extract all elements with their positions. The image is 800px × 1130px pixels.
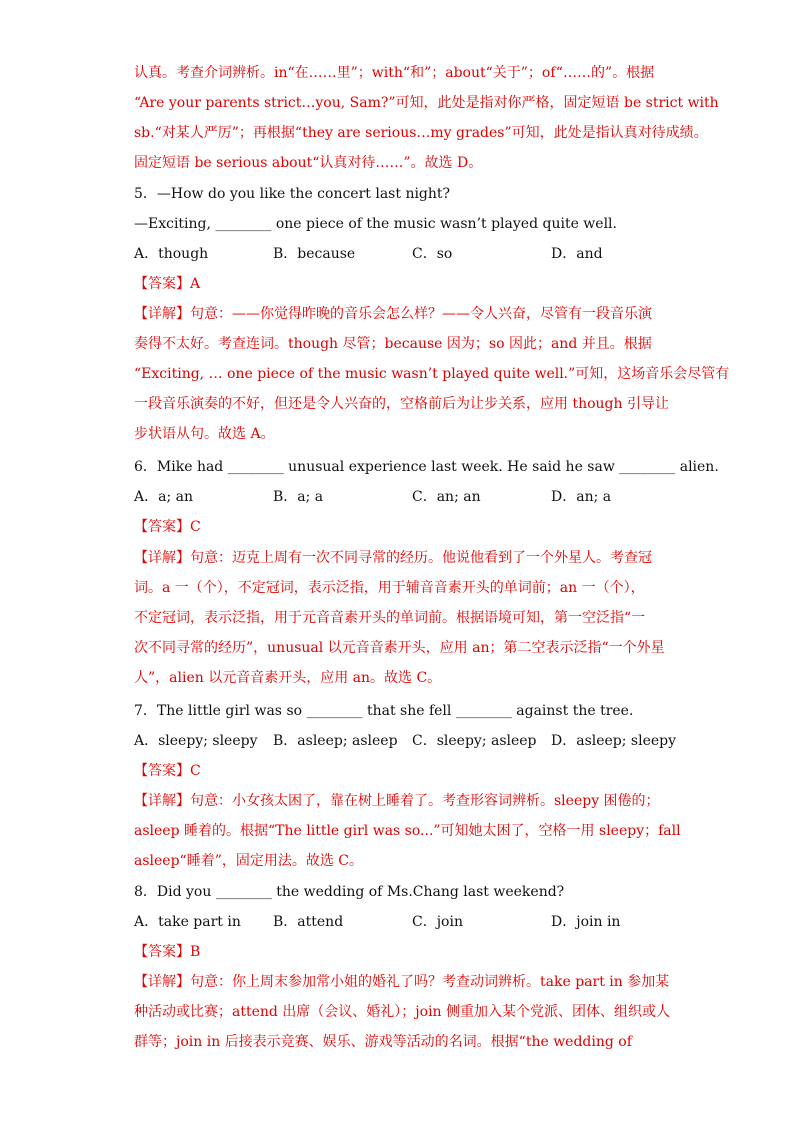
question-6-option-d: D．an; a: [551, 489, 612, 505]
question-8-explanation: 种活动或比赛；attend 出席（会议、婚礼）；join 侧重加入某个党派、团体、组织或人: [134, 1004, 671, 1020]
explanation-line: sb.“对某人严厉”；再根据“they are serious…my grades”可知，此处是指认真对待成绩。: [134, 125, 708, 141]
question-5-option-c: C．so: [412, 246, 453, 262]
question-5-option-a: A．though: [134, 246, 209, 262]
question-6-option-c: C．an; an: [412, 489, 481, 505]
question-5-explanation: 奏得不太好。考查连词。though 尽管；because 因为；so 因此；and 并且。根据: [134, 336, 652, 352]
question-7-explanation: asleep 睡着的。根据“The little girl was so...”可知她太困了，空格一用 sleepy；fall: [134, 823, 681, 839]
question-8-explanation: 【详解】句意：你上周末参加常小姐的婚礼了吗？考查动词辨析。take part in 参加某: [134, 974, 670, 990]
question-6-explanation: 人”，alien 以元音音素开头，应用 an。故选 C。: [134, 670, 442, 686]
question-6-option-b: B．a; a: [273, 489, 324, 505]
question-8-option-d: D．join in: [551, 914, 621, 930]
question-6-stem: 6．Mike had ________ unusual experience last week. He said he saw ________ alien.: [134, 459, 719, 475]
question-6-answer: 【答案】C: [134, 519, 201, 535]
question-8-stem: 8．Did you ________ the wedding of Ms.Chang last weekend?: [134, 884, 565, 900]
question-7-option-b: B．asleep; asleep: [273, 733, 398, 749]
explanation-line: “Are your parents strict…you, Sam?”可知，此处是指对你严格，固定短语 be strict with: [134, 95, 719, 111]
question-7-stem: 7．The little girl was so ________ that she fell ________ against the tree.: [134, 703, 634, 719]
question-6-option-a: A．a; an: [134, 489, 193, 505]
question-5-option-b: B．because: [273, 246, 356, 262]
question-5-answer: 【答案】A: [134, 276, 201, 292]
question-6-explanation: 不定冠词，表示泛指，用于元音音素开头的单词前。根据语境可知，第一空泛指“一: [134, 610, 646, 626]
question-5-explanation: 一段音乐演奏的不好，但还是令人兴奋的，空格前后为让步关系，应用 though 引导让: [134, 396, 669, 412]
question-7-option-c: C．sleepy; asleep: [412, 733, 537, 749]
question-5-explanation: “Exciting, … one piece of the music wasn’t played quite well.”可知，这场音乐会尽管有: [134, 366, 730, 382]
question-6-explanation: 次不同寻常的经历”，unusual 以元音音素开头，应用 an；第二空表示泛指“一个外星: [134, 640, 665, 656]
question-7-answer: 【答案】C: [134, 763, 201, 779]
explanation-line: 固定短语 be serious about“认真对待……”。故选 D。: [134, 155, 483, 171]
explanation-line: 认真。考查介词辨析。in“在……里”；with“和”；about“关于”；of“……的”。根据: [134, 65, 655, 81]
question-8-explanation: 群等；join in 后接表示竞赛、娱乐、游戏等活动的名词。根据“the wedding of: [134, 1034, 632, 1050]
question-5-stem: 5．—How do you like the concert last night?: [134, 186, 451, 202]
question-7-explanation: asleep“睡着”，固定用法。故选 C。: [134, 853, 364, 869]
question-8-answer: 【答案】B: [134, 944, 201, 960]
question-5-option-d: D．and: [551, 246, 603, 262]
question-7-explanation: 【详解】句意：小女孩太困了，靠在树上睡着了。考查形容词辨析。sleepy 困倦的；: [134, 793, 660, 809]
question-7-option-a: A．sleepy; sleepy: [134, 733, 258, 749]
question-7-option-d: D．asleep; sleepy: [551, 733, 677, 749]
question-6-explanation: 【详解】句意：迈克上周有一次不同寻常的经历。他说他看到了一个外星人。考查冠: [134, 550, 652, 566]
question-8-option-c: C．join: [412, 914, 463, 930]
question-5-explanation: 【详解】句意：——你觉得昨晚的音乐会怎么样？——令人兴奋，尽管有一段音乐演: [134, 306, 652, 322]
question-5-stem-2: —Exciting, ________ one piece of the music wasn’t played quite well.: [134, 216, 617, 232]
question-5-explanation: 步状语从句。故选 A。: [134, 426, 275, 442]
question-8-option-a: A．take part in: [134, 914, 241, 930]
question-8-option-b: B．attend: [273, 914, 344, 930]
question-6-explanation: 词。a 一（个），不定冠词，表示泛指，用于辅音音素开头的单词前；an 一（个），: [134, 580, 645, 596]
